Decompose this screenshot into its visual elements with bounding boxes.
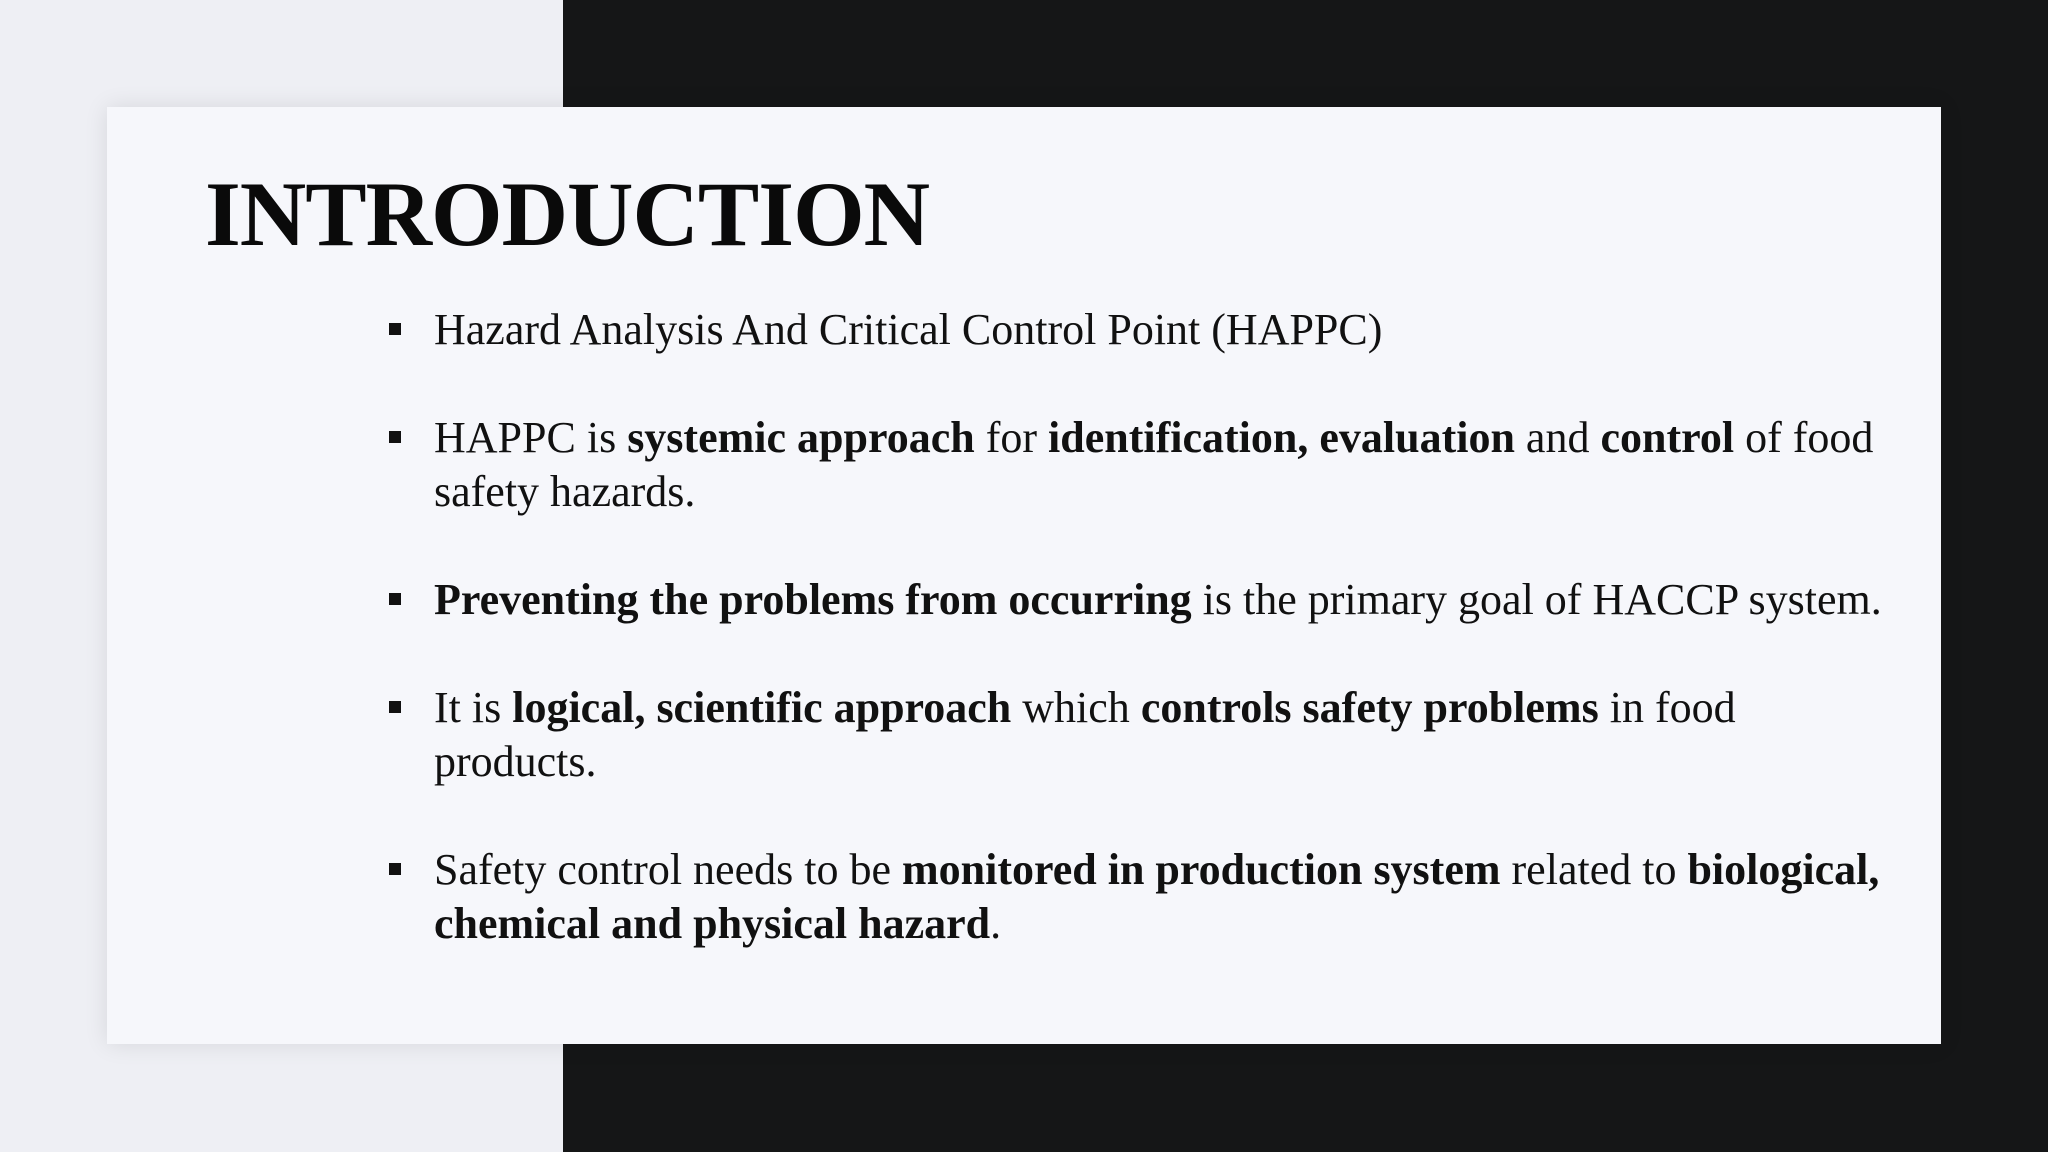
bullet-text: in food products.	[434, 683, 1736, 786]
bullet-text: Safety control needs to be	[434, 845, 902, 894]
square-bullet-icon	[389, 863, 401, 875]
bullet-text: Hazard Analysis And Critical Control Point (HAPPC)	[434, 305, 1383, 354]
bullet-emphasis: identification, evaluation	[1048, 413, 1515, 462]
bullet-item	[434, 573, 1894, 627]
slide-title: INTRODUCTION	[205, 163, 930, 265]
bullet-text: which	[1011, 683, 1141, 732]
bullet-text: is the primary goal of HACCP system.	[1191, 575, 1882, 624]
bullet-text: and	[1514, 413, 1601, 462]
bullet-emphasis: Preventing the problems from occurring	[434, 575, 1192, 624]
bullet-list	[434, 303, 1894, 951]
square-bullet-icon	[389, 323, 401, 335]
bullet-text: for	[974, 413, 1049, 462]
bullet-item	[434, 843, 1894, 951]
bullet-item	[434, 681, 1894, 789]
bullet-emphasis: control	[1600, 413, 1735, 462]
bullet-item	[434, 411, 1894, 519]
square-bullet-icon	[389, 701, 401, 713]
bullet-emphasis: biological, chemical and physical hazard	[434, 845, 1880, 948]
square-bullet-icon	[389, 431, 401, 443]
bullet-emphasis: monitored in production system	[901, 845, 1501, 894]
content-card	[107, 107, 1941, 1044]
bullet-text: of food safety hazards.	[434, 413, 1874, 516]
bullet-text: related to	[1500, 845, 1688, 894]
bullet-item	[434, 303, 1894, 357]
bullet-text: It is	[434, 683, 513, 732]
square-bullet-icon	[389, 593, 401, 605]
bullet-text: .	[990, 899, 1002, 948]
bullet-text: HAPPC is	[434, 413, 628, 462]
bullet-emphasis: controls safety problems	[1140, 683, 1599, 732]
bullet-emphasis: logical, scientific approach	[512, 683, 1012, 732]
bullet-emphasis: systemic approach	[627, 413, 975, 462]
